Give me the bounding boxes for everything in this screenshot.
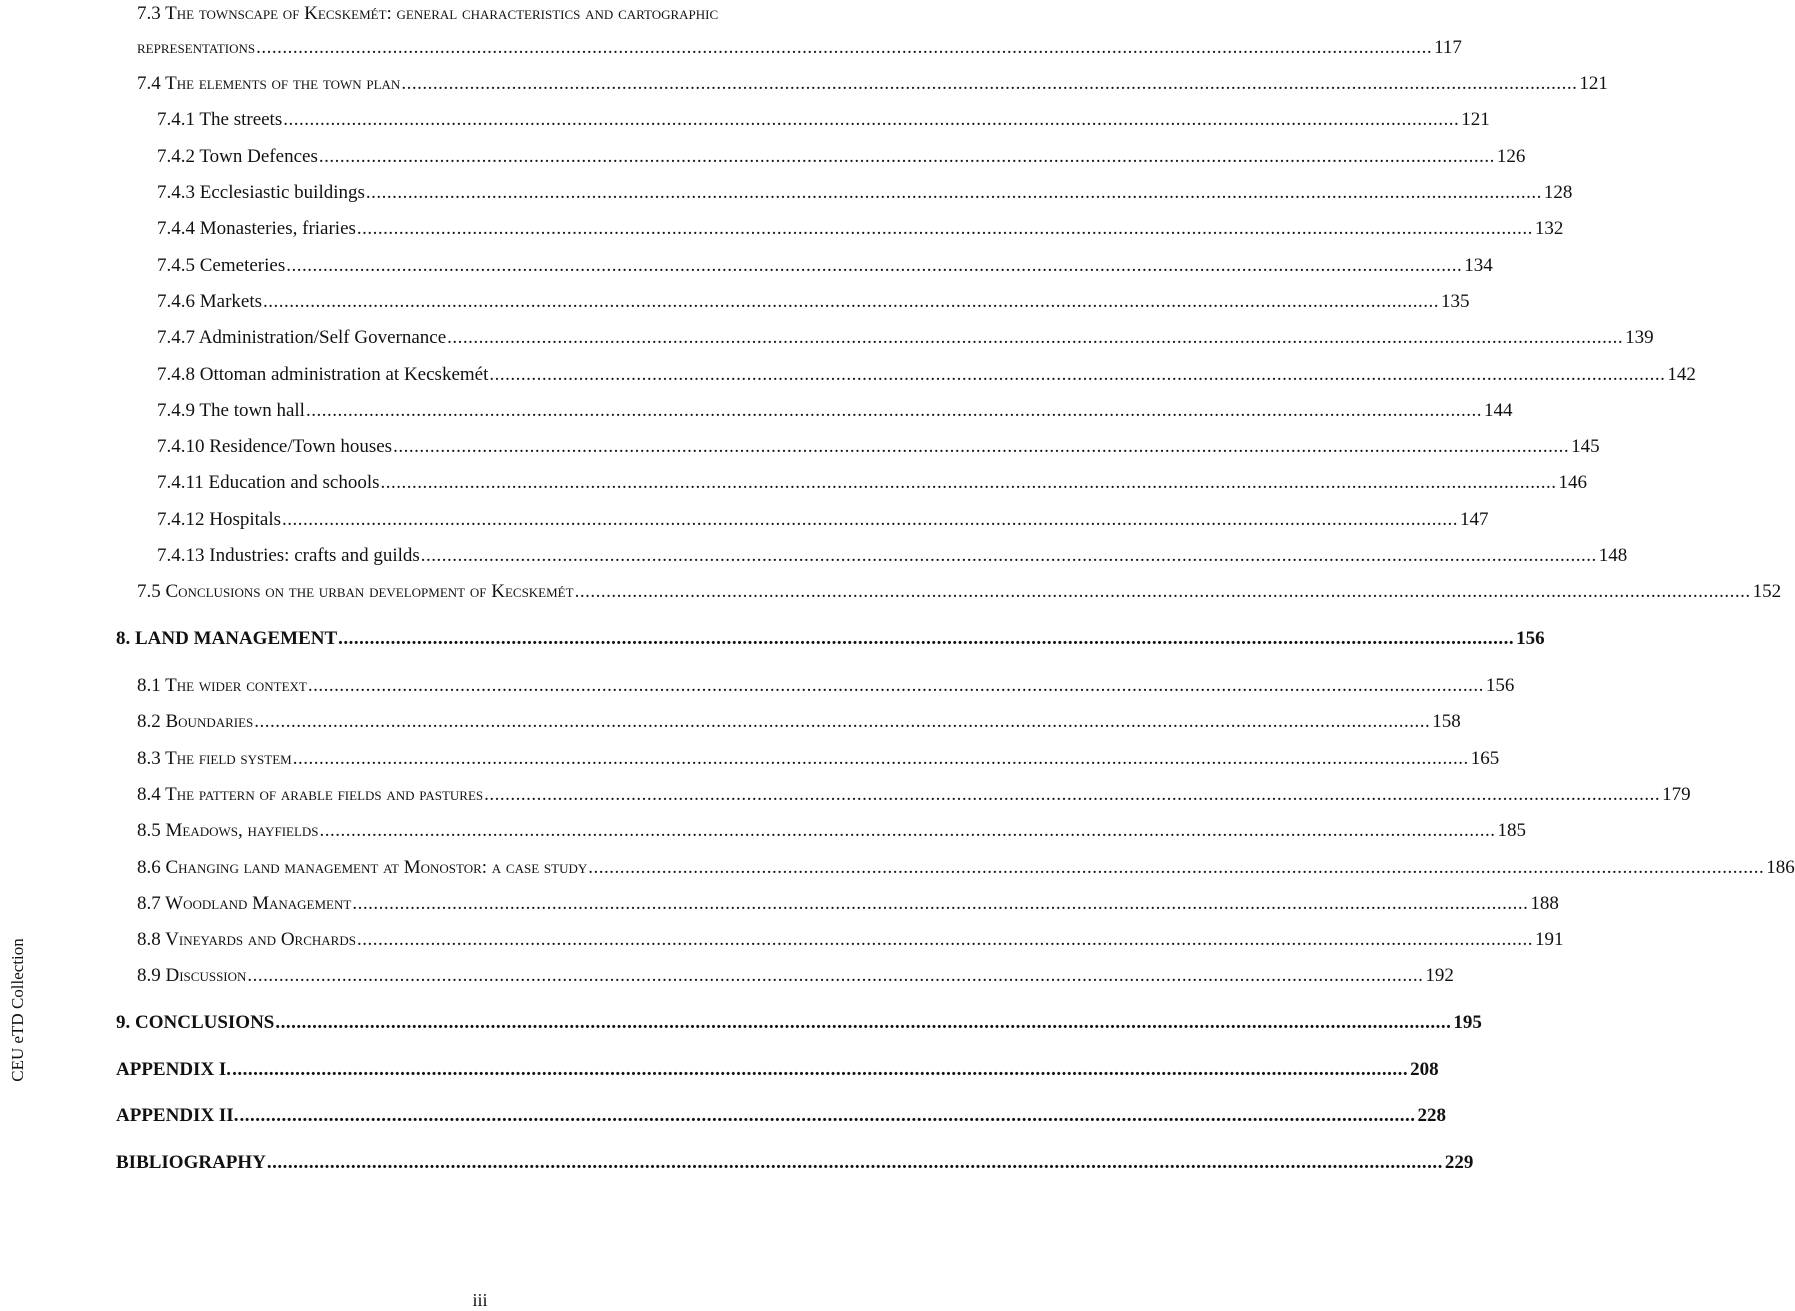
toc-page: 158 xyxy=(1432,711,1461,732)
toc-page: 142 xyxy=(1667,364,1696,385)
toc-label: 8.2 Boundaries xyxy=(137,711,254,732)
toc-label: 7.4.13 Industries: crafts and guilds xyxy=(157,545,420,566)
toc-label: 8.7 Woodland Management xyxy=(137,893,352,914)
toc-page: 135 xyxy=(1441,291,1470,312)
toc-leader: ................................................................................................................................................................................................................................ xyxy=(263,291,1440,312)
toc-page: 147 xyxy=(1460,509,1489,530)
toc-page: 188 xyxy=(1530,893,1559,914)
toc-page: 186 xyxy=(1766,857,1795,878)
toc-leader: ................................................................................................................................................................................................................................ xyxy=(305,400,1482,421)
toc-leader: ................................................................................................................................................................................................................................ xyxy=(393,436,1570,457)
toc-page: 229 xyxy=(1444,1152,1474,1173)
toc-label: 9. CONCLUSIONS xyxy=(116,1012,275,1033)
toc-leader: ................................................................................................................................................................................................................................ xyxy=(447,327,1624,348)
toc-page: 117 xyxy=(1434,37,1462,58)
toc-chapter xyxy=(116,1058,1439,1082)
toc-leader: ................................................................................................................................................................................................................................ xyxy=(420,545,1597,566)
toc-entry xyxy=(137,928,1564,952)
toc-leader: ................................................................................................................................................................................................................................ xyxy=(282,509,1459,530)
toc-chapter xyxy=(116,1011,1482,1035)
toc-entry xyxy=(157,145,1526,169)
toc-page: 145 xyxy=(1571,436,1600,457)
toc-label: 7.4.9 The town hall xyxy=(157,400,305,421)
toc-entry xyxy=(157,435,1600,459)
toc-entry xyxy=(157,217,1564,241)
toc-label: 8. LAND MANAGEMENT xyxy=(116,628,338,649)
toc-entry xyxy=(157,254,1493,278)
toc-label: 7.4.11 Education and schools xyxy=(157,472,380,493)
toc-label: BIBLIOGRAPHY xyxy=(116,1152,266,1173)
toc-leader: ................................................................................................................................................................................................................................ xyxy=(239,1105,1416,1126)
toc-label: 8.8 Vineyards and Orchards xyxy=(137,929,356,950)
toc-page: 228 xyxy=(1417,1105,1446,1126)
toc-label: 7.4.3 Ecclesiastic buildings xyxy=(157,182,365,203)
toc-entry xyxy=(137,783,1691,807)
toc-page: 191 xyxy=(1534,929,1564,950)
toc-leader: ................................................................................................................................................................................................................................ xyxy=(574,581,1751,602)
toc-page: 121 xyxy=(1579,73,1608,94)
toc-leader: ................................................................................................................................................................................................................................ xyxy=(286,255,1463,276)
toc-entry xyxy=(157,471,1588,495)
toc-label: 7.4.8 Ottoman administration at Kecskemét xyxy=(157,364,489,385)
collection-watermark: CEU eTD Collection xyxy=(8,938,27,1082)
toc-entry-7-3-line1: 7.3 The townscape of Kecskemét: general characteristics and cartographic xyxy=(137,3,719,24)
toc-entry-7-3 xyxy=(137,36,1462,60)
toc-leader: ................................................................................................................................................................................................................................ xyxy=(356,929,1533,950)
toc-page: 156 xyxy=(1485,675,1515,696)
toc-leader: ................................................................................................................................................................................................................................ xyxy=(401,73,1578,94)
toc-entry xyxy=(137,710,1461,734)
toc-label: 7.4.1 The streets xyxy=(157,109,283,130)
toc-leader: ................................................................................................................................................................................................................................ xyxy=(380,472,1557,493)
toc-label: 7.4.2 Town Defences xyxy=(157,146,318,167)
toc-entry xyxy=(157,399,1513,423)
toc-page: 179 xyxy=(1662,784,1691,805)
toc-label: 7.4.12 Hospitals xyxy=(157,509,282,530)
toc-page: 185 xyxy=(1497,820,1527,841)
toc-label: representations xyxy=(137,37,256,58)
toc-entry xyxy=(137,892,1559,916)
toc-leader: ................................................................................................................................................................................................................................ xyxy=(484,784,1661,805)
toc-page: 134 xyxy=(1464,255,1493,276)
toc-leader: ................................................................................................................................................................................................................................ xyxy=(319,820,1496,841)
toc-label: APPENDIX II. xyxy=(116,1105,239,1126)
toc-page: 144 xyxy=(1483,400,1513,421)
toc-page: 139 xyxy=(1625,327,1654,348)
toc-leader: ................................................................................................................................................................................................................................ xyxy=(365,182,1542,203)
toc-label: 7.4.6 Markets xyxy=(157,291,263,312)
toc-page: 208 xyxy=(1410,1059,1439,1080)
toc-leader: ................................................................................................................................................................................................................................ xyxy=(256,37,1433,58)
toc-label: 7.4.7 Administration/Self Governance xyxy=(157,327,447,348)
toc-page: 192 xyxy=(1425,965,1454,986)
toc-label: 7.4 The elements of the town plan xyxy=(137,73,401,94)
toc-leader: ................................................................................................................................................................................................................................ xyxy=(307,675,1484,696)
toc-entry xyxy=(157,290,1470,314)
toc-entry xyxy=(157,508,1489,532)
toc-chapter xyxy=(116,1104,1446,1128)
toc-page: 128 xyxy=(1543,182,1573,203)
toc-leader: ................................................................................................................................................................................................................................ xyxy=(356,218,1533,239)
toc-label: 7.4.5 Cemeteries xyxy=(157,255,286,276)
toc-label: 7.4.10 Residence/Town houses xyxy=(157,436,393,457)
toc-label: 8.6 Changing land management at Monostor: a case study xyxy=(137,857,588,878)
toc-leader: ................................................................................................................................................................................................................................ xyxy=(338,628,1515,649)
toc-leader: ................................................................................................................................................................................................................................ xyxy=(254,711,1431,732)
toc-leader: ................................................................................................................................................................................................................................ xyxy=(275,1012,1452,1033)
toc-page: 132 xyxy=(1534,218,1564,239)
toc-label: 7.5 Conclusions on the urban development of Kecskemét xyxy=(137,581,574,602)
toc-label: 8.1 The wider context xyxy=(137,675,307,696)
toc-page: 195 xyxy=(1453,1012,1482,1033)
toc-label: 8.3 The field system xyxy=(137,748,292,769)
toc-entry xyxy=(157,326,1654,350)
toc-leader: ................................................................................................................................................................................................................................ xyxy=(588,857,1765,878)
toc-page: 156 xyxy=(1516,628,1545,649)
toc-chapter xyxy=(116,627,1545,651)
toc-page: 121 xyxy=(1461,109,1490,130)
toc-page: 146 xyxy=(1558,472,1588,493)
toc-leader: ................................................................................................................................................................................................................................ xyxy=(266,1152,1443,1173)
toc-entry xyxy=(157,181,1573,205)
toc-entry xyxy=(137,856,1795,880)
toc-page: 126 xyxy=(1496,146,1526,167)
toc-entry xyxy=(137,964,1454,988)
toc-label: 8.9 Discussion xyxy=(137,965,247,986)
toc-entry xyxy=(137,747,1500,771)
toc-label: 7.4.4 Monasteries, friaries xyxy=(157,218,356,239)
toc-leader: ................................................................................................................................................................................................................................ xyxy=(247,965,1424,986)
toc-leader: ................................................................................................................................................................................................................................ xyxy=(283,109,1460,130)
toc-entry xyxy=(137,580,1782,604)
toc-leader: ................................................................................................................................................................................................................................ xyxy=(352,893,1529,914)
toc-label: APPENDIX I. xyxy=(116,1059,232,1080)
toc-entry xyxy=(157,544,1628,568)
toc-page: 148 xyxy=(1598,545,1628,566)
toc-label: 8.4 The pattern of arable fields and pastures xyxy=(137,784,484,805)
toc-leader: ................................................................................................................................................................................................................................ xyxy=(232,1059,1409,1080)
toc-label: 8.5 Meadows, hayfields xyxy=(137,820,319,841)
toc-entry xyxy=(157,108,1490,132)
toc-leader: ................................................................................................................................................................................................................................ xyxy=(292,748,1469,769)
toc-entry xyxy=(137,72,1608,96)
toc-entry xyxy=(157,363,1696,387)
toc-leader: ................................................................................................................................................................................................................................ xyxy=(318,146,1495,167)
toc-leader: ................................................................................................................................................................................................................................ xyxy=(489,364,1666,385)
toc-page: 152 xyxy=(1752,581,1782,602)
toc-entry xyxy=(137,674,1515,698)
toc-page: 165 xyxy=(1470,748,1500,769)
toc-entry xyxy=(137,819,1527,843)
toc-chapter xyxy=(116,1151,1474,1175)
page-number: iii xyxy=(472,1290,488,1310)
